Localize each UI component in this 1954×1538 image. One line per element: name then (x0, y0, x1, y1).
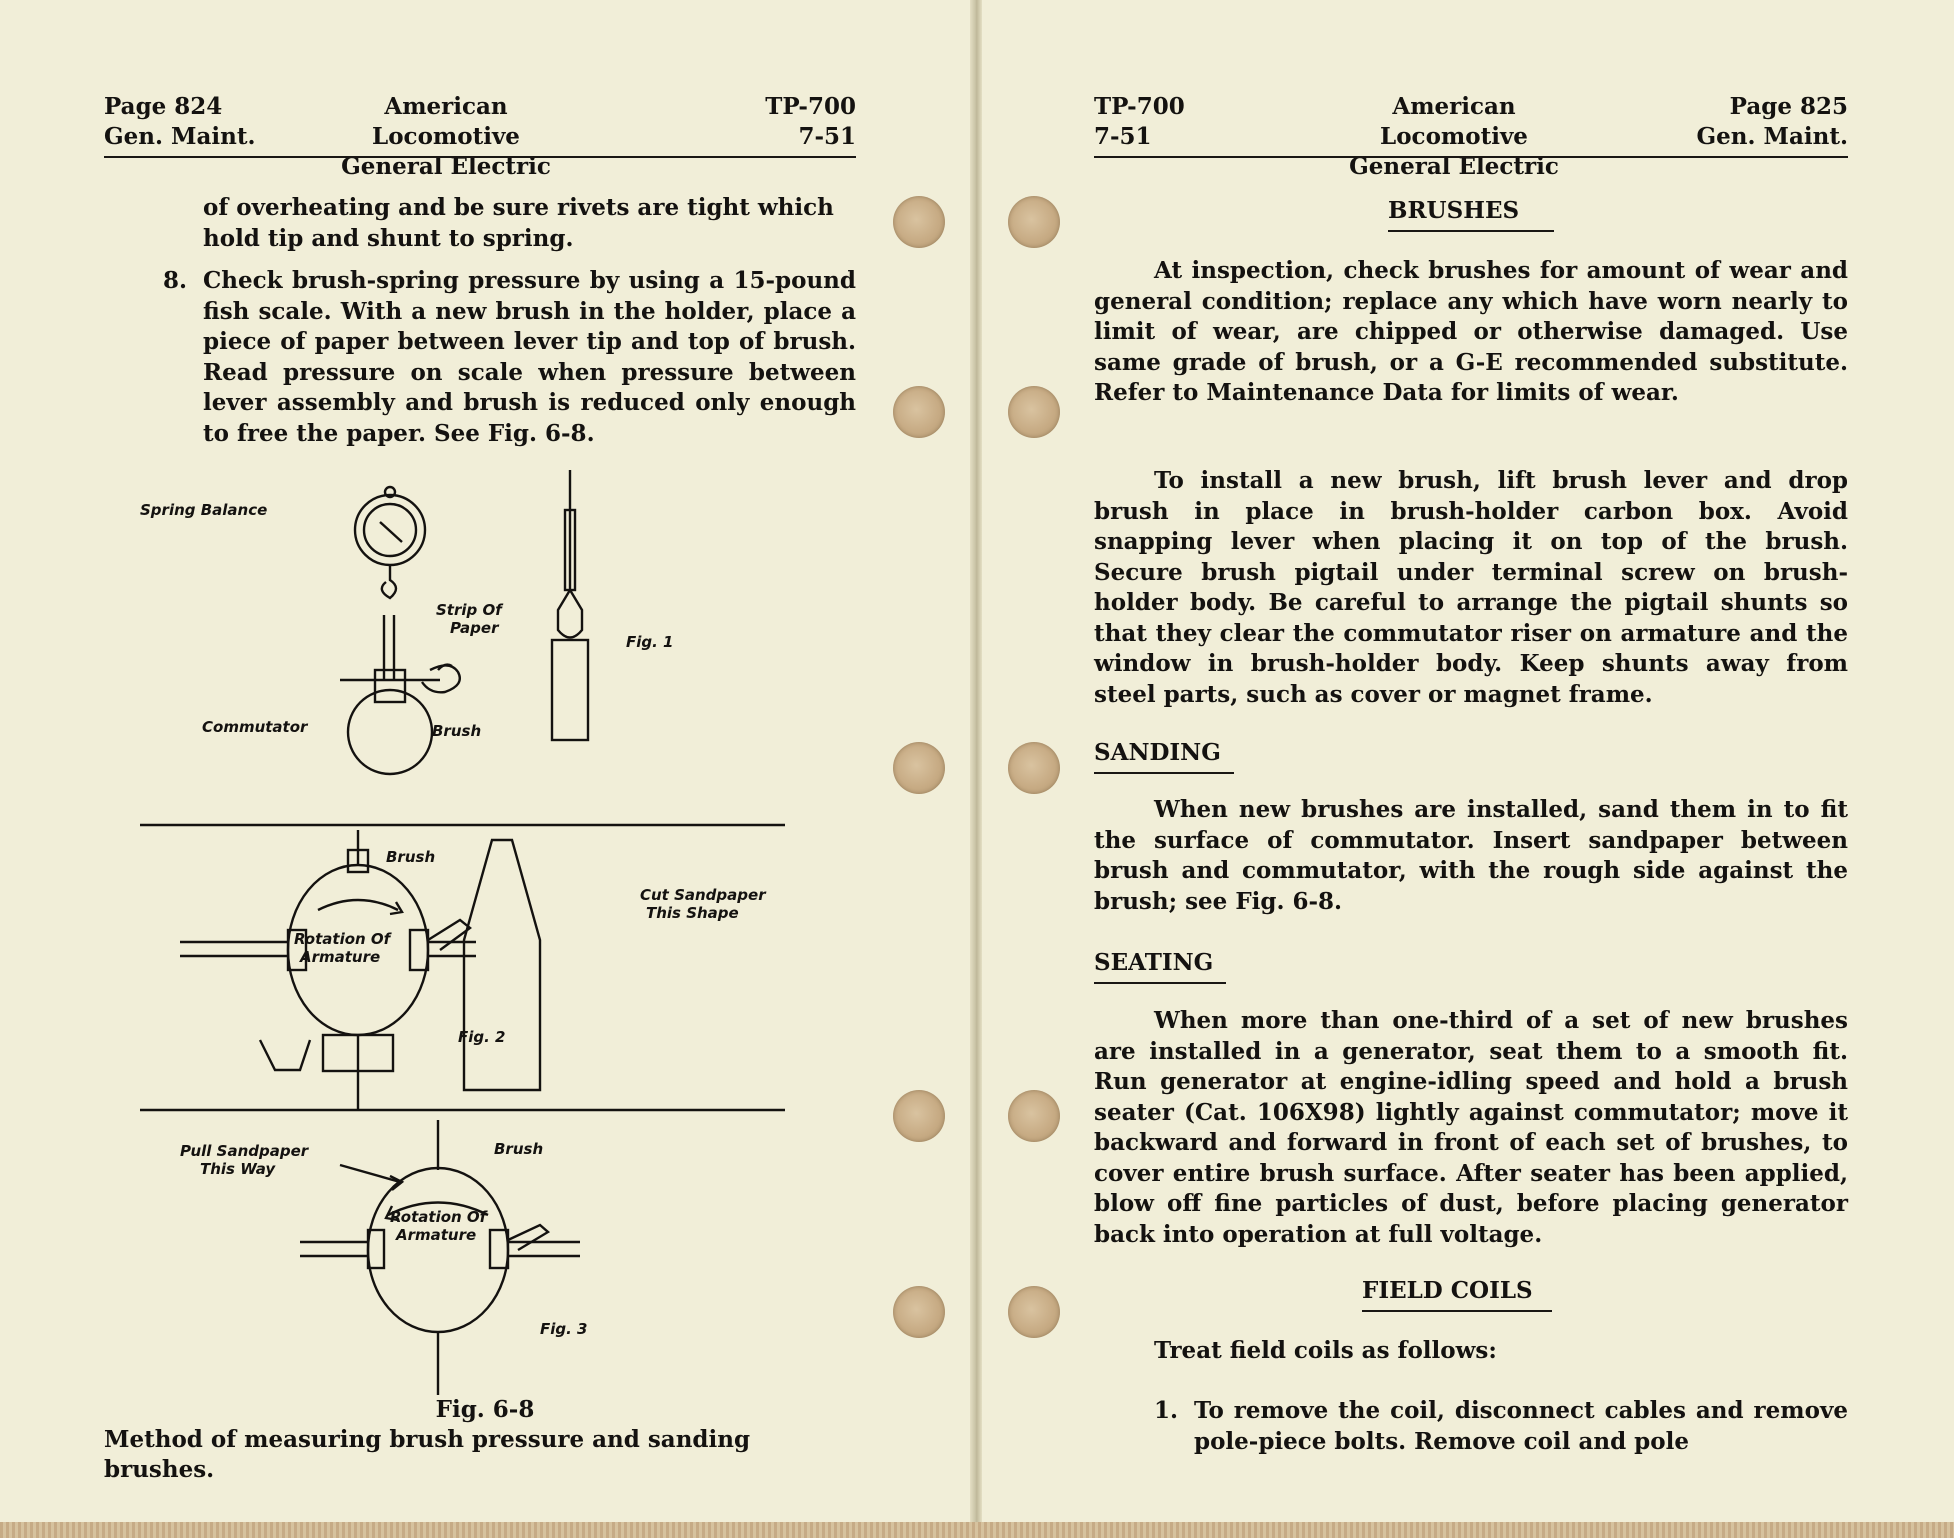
continuation-line-1: of overheating and be sure rivets are tight which (203, 194, 834, 221)
field-coils-intro: Treat field coils as follows: (1154, 1337, 1497, 1364)
left-company-line2: General Electric (341, 153, 551, 180)
label-brush-fig2: Brush (386, 848, 436, 866)
label-fig-2: Fig. 2 (458, 1028, 506, 1046)
brushes-paragraph-1: At inspection, check brushes for amount of wear and general condition; replace any which have worn nearly to limit of wear, are chipped or otherwise damaged. Use same grade of brush, or a G-E recommended substitute. Refer to Maintenance Data for limits of wear. (1094, 257, 1848, 406)
field-coils-item-1 (1154, 1396, 1848, 1457)
label-rotation-fig2-2: Armature (300, 948, 381, 966)
brushes-heading (1388, 196, 1519, 226)
right-page-section: Gen. Maint. (1696, 123, 1848, 150)
label-commutator: Commutator (202, 718, 308, 736)
left-header-rule (104, 156, 856, 158)
binder-hole (1008, 1090, 1060, 1142)
left-company-line1: American Locomotive (372, 93, 520, 150)
label-pull-sandpaper-1: Pull Sandpaper (180, 1142, 309, 1160)
binder-hole (1008, 386, 1060, 438)
field-coils-heading-text: FIELD COILS (1362, 1277, 1533, 1304)
label-pull-sandpaper-2: This Way (200, 1160, 276, 1178)
left-continuation (203, 193, 856, 254)
label-brush-fig3: Brush (494, 1140, 544, 1158)
item-8-number: 8. (163, 267, 188, 294)
label-strip-of-paper-2: Paper (450, 619, 499, 637)
right-header-rule (1094, 156, 1848, 158)
field-item-1-number: 1. (1154, 1397, 1179, 1424)
label-strip-of-paper-1: Strip Of (436, 601, 502, 619)
left-page (0, 0, 970, 1522)
item-8-text: Check brush-spring pressure by using a 15-pound fish scale. With a new brush in the holder, place a piece of paper between lever tip and top of brush. Read pressure on scale when pressure between lever assembly and brush is reduced only enough to free the paper. See Fig. 6-8. (203, 267, 856, 447)
seating-heading-text: SEATING (1094, 949, 1214, 976)
binder-hole (893, 196, 945, 248)
figure-caption-text: Method of measuring brush pressure and sanding brushes. (104, 1426, 751, 1483)
sanding-heading-text: SANDING (1094, 739, 1221, 766)
right-doc-id: TP-700 (1094, 93, 1185, 120)
figure-6-8 (140, 470, 840, 1400)
sanding-heading (1094, 738, 1221, 768)
binder-hole (1008, 196, 1060, 248)
book-gutter (970, 0, 982, 1522)
left-page-number: Page 824 (104, 93, 223, 120)
label-fig-3: Fig. 3 (540, 1320, 588, 1338)
label-rotation-fig2-1: Rotation Of (294, 930, 391, 948)
right-company-line2: General Electric (1349, 153, 1559, 180)
right-page-header (1094, 92, 1848, 180)
binder-hole (893, 1090, 945, 1142)
field-coils-heading-underline (1362, 1310, 1552, 1312)
right-page (982, 0, 1954, 1522)
binder-hole (893, 742, 945, 794)
label-cut-sandpaper-2: This Shape (646, 904, 739, 922)
left-doc-date: 7-51 (798, 123, 856, 150)
label-brush-fig1: Brush (432, 722, 482, 740)
page-stack-edge (0, 1522, 1954, 1538)
left-page-header (104, 92, 856, 180)
field-item-1-text: To remove the coil, disconnect cables and remove pole-piece bolts. Remove coil and pole (1194, 1397, 1848, 1455)
figure-labels (140, 501, 767, 1338)
binder-hole (893, 1286, 945, 1338)
item-8 (163, 266, 856, 449)
brushes-heading-underline (1388, 230, 1554, 232)
seating-heading (1094, 948, 1213, 978)
binder-hole (1008, 742, 1060, 794)
brushes-paragraph-2: To install a new brush, lift brush lever and drop brush in place in brush-holder carbon box. Avoid snapping lever when placing it on top of the brush. Secure brush pigtail under terminal screw on brush-holder body. Be careful to arrange the pigtail shunts so that they clear the commutator riser on armature and the window in brush-holder body. Keep shunts away from steel parts, such as cover or magnet frame. (1094, 467, 1848, 708)
label-spring-balance: Spring Balance (140, 501, 268, 519)
sandpaper-shape (464, 840, 540, 1090)
sanding-paragraph: When new brushes are installed, sand them in to fit the surface of commutator. Insert sandpaper between brush and commutator, with the rough side against the brush; see Fig. 6-8. (1094, 796, 1848, 915)
continuation-line-2: hold tip and shunt to spring. (203, 224, 574, 252)
right-page-number: Page 825 (1729, 93, 1848, 120)
label-cut-sandpaper-1: Cut Sandpaper (640, 886, 766, 904)
label-rotation-fig3-2: Armature (396, 1226, 477, 1244)
binder-hole (1008, 1286, 1060, 1338)
right-doc-date: 7-51 (1094, 123, 1152, 150)
right-company-line1: American Locomotive (1380, 93, 1528, 150)
left-doc-id: TP-700 (765, 93, 856, 120)
brushes-heading-text: BRUSHES (1388, 197, 1520, 224)
seating-heading-underline (1094, 982, 1226, 984)
sanding-heading-underline (1094, 772, 1234, 774)
field-coils-heading (1362, 1276, 1533, 1306)
left-page-section: Gen. Maint. (104, 123, 256, 150)
seating-paragraph: When more than one-third of a set of new brushes are installed in a generator, seat them to a smooth fit. Run generator at engine-idling speed and hold a brush seater (Cat. 106X98) lightly against commutator; move it backward and forward in front of each set of brushes, to cover entire brush surface. After seater has been applied, blow off fine particles of dust, before placing generator back into operation at full voltage. (1094, 1007, 1848, 1248)
label-fig-1: Fig. 1 (626, 633, 674, 651)
binder-hole (893, 386, 945, 438)
figure-caption-title: Fig. 6-8 (435, 1396, 535, 1423)
label-rotation-fig3-1: Rotation Of (390, 1208, 487, 1226)
